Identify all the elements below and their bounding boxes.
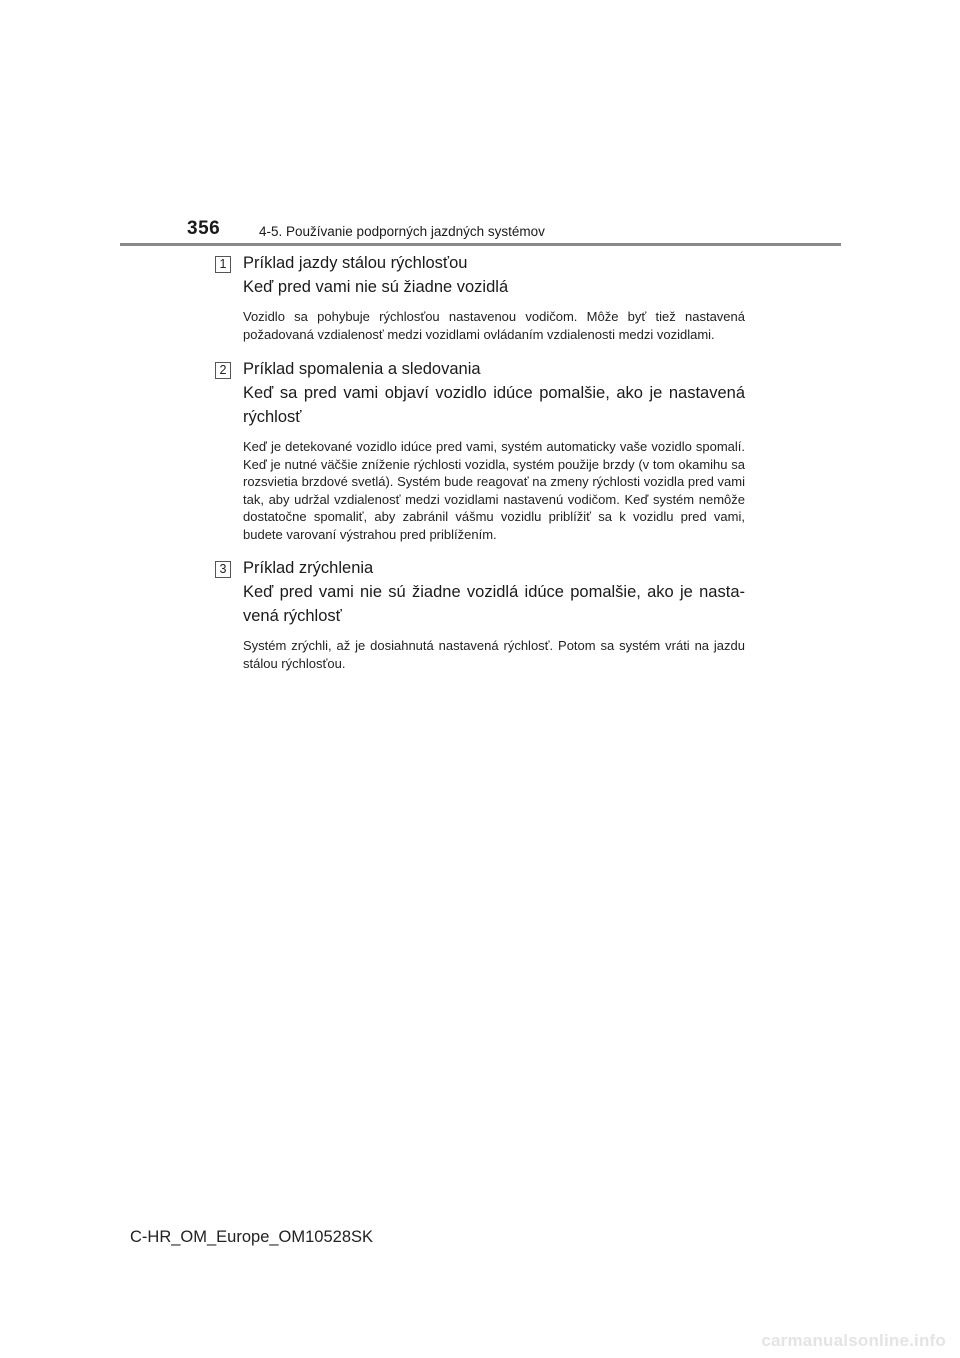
item-3 (215, 556, 745, 672)
running-header: 4-5. Používanie podporných jazdných systémov (259, 224, 545, 239)
item-number-badge: 2 (215, 362, 231, 379)
item-heading (243, 556, 745, 628)
item-body: Systém zrýchli, až je dosiahnutá nastavená rýchlosť. Potom sa systém vráti na jazdu stálou rýchlosťou. (243, 638, 745, 671)
item-body: Vozidlo sa pohybuje rýchlosťou nastavenou vodičom. Môže byť tiež nastavená požadovaná vzdialenosť medzi vozidlami ovládaním vzdialenosti medzi vozidlami. (243, 309, 745, 342)
header-rule (120, 243, 841, 246)
item-heading (243, 357, 745, 429)
item-subtitle: Keď pred vami nie sú žiadne vozidlá (243, 278, 509, 296)
page-number: 356 (187, 218, 221, 239)
item-title: Príklad jazdy stálou rýchlosťou (243, 254, 468, 272)
item-number-badge: 3 (215, 561, 231, 578)
item-body: Keď je detekované vozidlo idúce pred vami, systém automaticky vaše vozidlo spomalí. Keď je nutné väčšie zníženie rýchlosti vozidla, systém použije brzdy (v tom okamihu sa rozsvietia brzdové svetlá). Systém bude reagovať na zmeny rýchlosti vozidla pred vami tak, aby udržal vzdialenosť medzi vozidlami nastavenú vodičom. Keď systém nemôže dostatočne spomaliť, aby zabránil vášmu vozidlu priblížiť sa k vozidlu pred vami, budete varovaní výstrahou pred priblížením. (243, 439, 745, 542)
item-title: Príklad zrýchlenia (243, 559, 374, 577)
item-1 (215, 251, 745, 343)
item-subtitle: Keď sa pred vami objaví vozidlo idúce pomalšie, ako je nastavená rýchlosť (243, 384, 745, 426)
item-title: Príklad spomalenia a sledovania (243, 360, 481, 378)
watermark: carmanualsonline.info (761, 1331, 946, 1350)
item-2 (215, 357, 745, 544)
footer-doc-id: C-HR_OM_Europe_OM10528SK (130, 1228, 374, 1246)
item-number-badge: 1 (215, 256, 231, 273)
item-subtitle: Keď pred vami nie sú žiadne vozidlá idúce pomalšie, ako je nastavená rýchlosť (243, 583, 745, 625)
item-heading (243, 251, 745, 299)
